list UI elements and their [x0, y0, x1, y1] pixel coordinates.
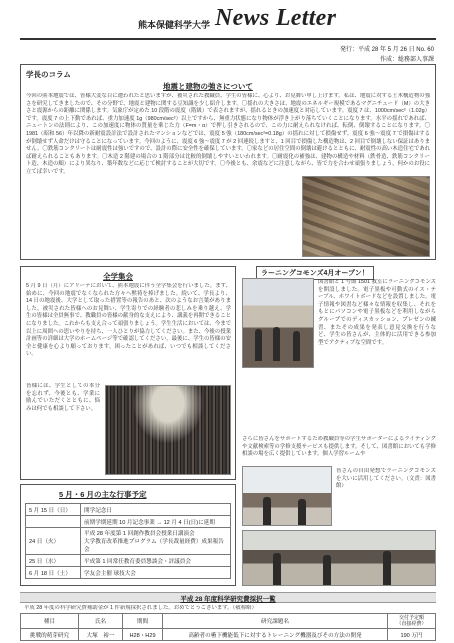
commons-photo-1 [242, 278, 314, 368]
commons-person [263, 497, 271, 525]
table-header-row [21, 614, 436, 629]
masthead-rule [20, 38, 436, 40]
column-heading: 地震と建物の強さについて [163, 82, 253, 91]
column-header: 交付予定額 （直接経費） [388, 614, 436, 629]
commons-person [323, 555, 331, 585]
column-header: 種目 [21, 614, 79, 629]
commons-photo-3 [242, 530, 436, 586]
schedule-date: 5 月 15 日（日） [26, 504, 81, 516]
column-body: 今回の熊本地震では、皆様大変な目に遭われたと思いますが、被災された教職員、学生の皆様に、心より、お見舞い申し上げます。私は、地震に対する土木構造物の強さを研究してきましたので、その分野で、地震と建物に関する豆知識を少し紹介します。〇揺れの大きさは、地震のエネルギー規模であるマグニチュード（M）の大きさと震源からの距離に関係します。気象庁が定めた 10 段階の震度（階級）で表されますが、揺れるときの加速度と対応しています。震度 7 は、1000cm/sec²（1.02g）です。震度 7 の上下動であれば、重力加速度 1g（980cm/sec²）以上ですから、無重力状態になり物体が浮き上がり落ちていくことになります。水平の揺れであれば、ニュートンの法則により、この加速度に物体の質量を乗じた力（F=m・α）で押し引きされるので、この力に耐えられなければ、転倒、倒壊することになります。〇1981（昭和 56）年以降の新耐震設計法で設計されたマンションなどでは、震度 5 強（180cm/sec²=0.18g）の揺れに対して損傷せず、震度 6 強～震度 7 で損傷はするが倒壊せず人命だけは守ることになっています。今回のように、震度 6 強～震度 7 が 2 回連続しますと、1 回目で損傷した構造物は、2 回目で倒壊しない保証はありません。〇鉄筋コンクリートは耐震性は強いですので、設計の際に安全性を確保しています。〇家などの居住空間の倒壊は避けるとともに、耐震性の高い木造住宅であれば耐えられることもあります。〇木造 2 階建の場合の 1 階部分は比較的倒壊しやすいといわれます。〇耐震化の補強は、建物の構造や材料（鉄骨造、鉄筋コンクリート造、木造の順）により異なり、築年数などに応じて検討することが大切です。〇今後とも、余震などに注意しながら、皆で力を合わせ頑張りましょう。何かのお役に立てば幸いです。 [26, 93, 430, 175]
column-header: 氏名 [79, 614, 123, 629]
commons-body-mid: さらに皆さんをサポートするため教職員等の学生サポーターによるライティングや文献検索等の学修支援サービスも提供します。そして、図書館においても学修相談の場を広く提供しています。個人学習ルームや [242, 436, 436, 458]
university-name: 熊本保健科学大学 [138, 21, 211, 31]
grant-category: 挑戦的萌芽研究 [21, 629, 79, 641]
assembly-box [20, 266, 236, 480]
schedule-date: 6 月 18 日（土） [26, 567, 81, 579]
schedule-date [26, 516, 81, 528]
table-row [26, 555, 231, 567]
assembly-heading: 全学集会 [103, 272, 133, 281]
commons-heading: ラーニングコモンズ4月オープン！ [256, 266, 374, 280]
schedule-event: 開学記念日 [81, 504, 231, 516]
commons-body-top: 図書館と 1 号館 1501 教室にラーニングコモンズを開設しました。電子黒板や可動式のイス・テーブル、ホワイトボードなどを設置しました。電子情報や図書など様々な情報を収集し、それをもとにパソコンや電子黒板などを利用しながらグループでのディスカッション、プレゼンの練習、またその成果を発表し意見交換を行うなど、学生の皆さんが、主体的に活用できる参加型でアクティブな空間です。 [318, 279, 436, 346]
schedule-event: 平成第 1 回常任教育委員懇談会・評議員会 [81, 555, 231, 567]
grant-period: H28・H29 [123, 629, 163, 641]
issue-info: 発行：平成 28 年 5 月 26 日 No. 60 [339, 47, 434, 53]
schedule-event: 前期学期延期 10 月記念事業 → 12 月 4 日(日)に延期 [81, 516, 231, 528]
table-row [26, 504, 231, 516]
table-row [26, 567, 231, 579]
table-row [26, 516, 231, 528]
commons-person [273, 553, 281, 585]
grant-title: 高齢者の嚥下機能低下に対するトレーニング機器及びその方法の開発 [163, 629, 388, 641]
column-label: 学長のコラム [26, 70, 71, 79]
schedule-heading: 5 月・6 月の主な行事予定 [59, 490, 147, 499]
commons-person [293, 331, 300, 361]
assembly-body: 5 月 9 日（月）にアリーナにおいて、熊本地震に伴う全学集会を行いました。まず、始めに、今回の地震でなくなられた方々へ黙祷を捧げました。続いて、学長より、14 日の地震後、大学として取った措置等の報告のあと、次のようなお言葉がありました。被災された皆様へのお見舞い、学生寄りでの経験者の悲しみを乗り越え、学生の皆様は全員無事で、教職員の皆様の献身的な支えにより、講義を再開できることになりました。これからも支え合って頑張りましょう。学生生活においては、今まで以上に周囲への思いやりを持ち、一人ひとりが協力してください。また、今後の授業計画等の詳細は大学のホームページ等で確認してください。最後に、学生の皆様の安全と健康を心より願っております。困ったことがあれば、いつでも相談してください。 [26, 283, 231, 358]
newsletter-title: News Letter [215, 5, 337, 31]
schedule-table [25, 503, 231, 579]
commons-person [383, 551, 391, 585]
commons-body-bottom: 皆さんの自由発想でラーニングコモンズを大いに活用してください。（文責：図書館） [336, 468, 436, 490]
masthead [0, 4, 454, 38]
commons-person [255, 329, 262, 361]
grants-heading: 平成 28 年度科学研究費採択一覧 [180, 596, 276, 603]
earthquake-damage-photo [302, 176, 430, 257]
grants-heading-strip [20, 592, 436, 603]
column-header: 期間 [123, 614, 163, 629]
grant-name: 大塚 裕一 [79, 629, 123, 641]
table-row [26, 528, 231, 555]
column-box [20, 64, 436, 260]
grants-intro: 平成 28 年度の科学研究費補助金が 1 件新規採択されました。おめでとうございます。（敬称略） [24, 605, 257, 611]
column-header: 研究課題名 [163, 614, 388, 629]
schedule-date: 25 日（水） [26, 555, 81, 567]
grant-amount: 190 万円 [388, 629, 436, 641]
commons-person [298, 499, 306, 525]
commons-photo-2 [242, 466, 332, 526]
schedule-date: 24 日（火） [26, 528, 81, 555]
table-row [21, 629, 436, 641]
grants-table [20, 613, 436, 641]
schedule-event: 学友会主催 球技大会 [81, 567, 231, 579]
commons-person [273, 327, 280, 361]
column-body-continued [26, 175, 296, 257]
assembly-hall-photo [105, 385, 231, 475]
author-info: 作成：総務部人事課 [379, 57, 434, 63]
schedule-event: 平成 28 年度第 1 回創作教員会授業日講演会 大学教育改革推進プログラム（学長裁量経費）成果報告会 [81, 528, 231, 555]
schedule-box [20, 484, 236, 586]
assembly-closing: 皆様には、学生としての本分を忘れず、今後とも、学業に励んでいただくとともに、悩みは何でも相談して下さい。 [26, 383, 100, 412]
